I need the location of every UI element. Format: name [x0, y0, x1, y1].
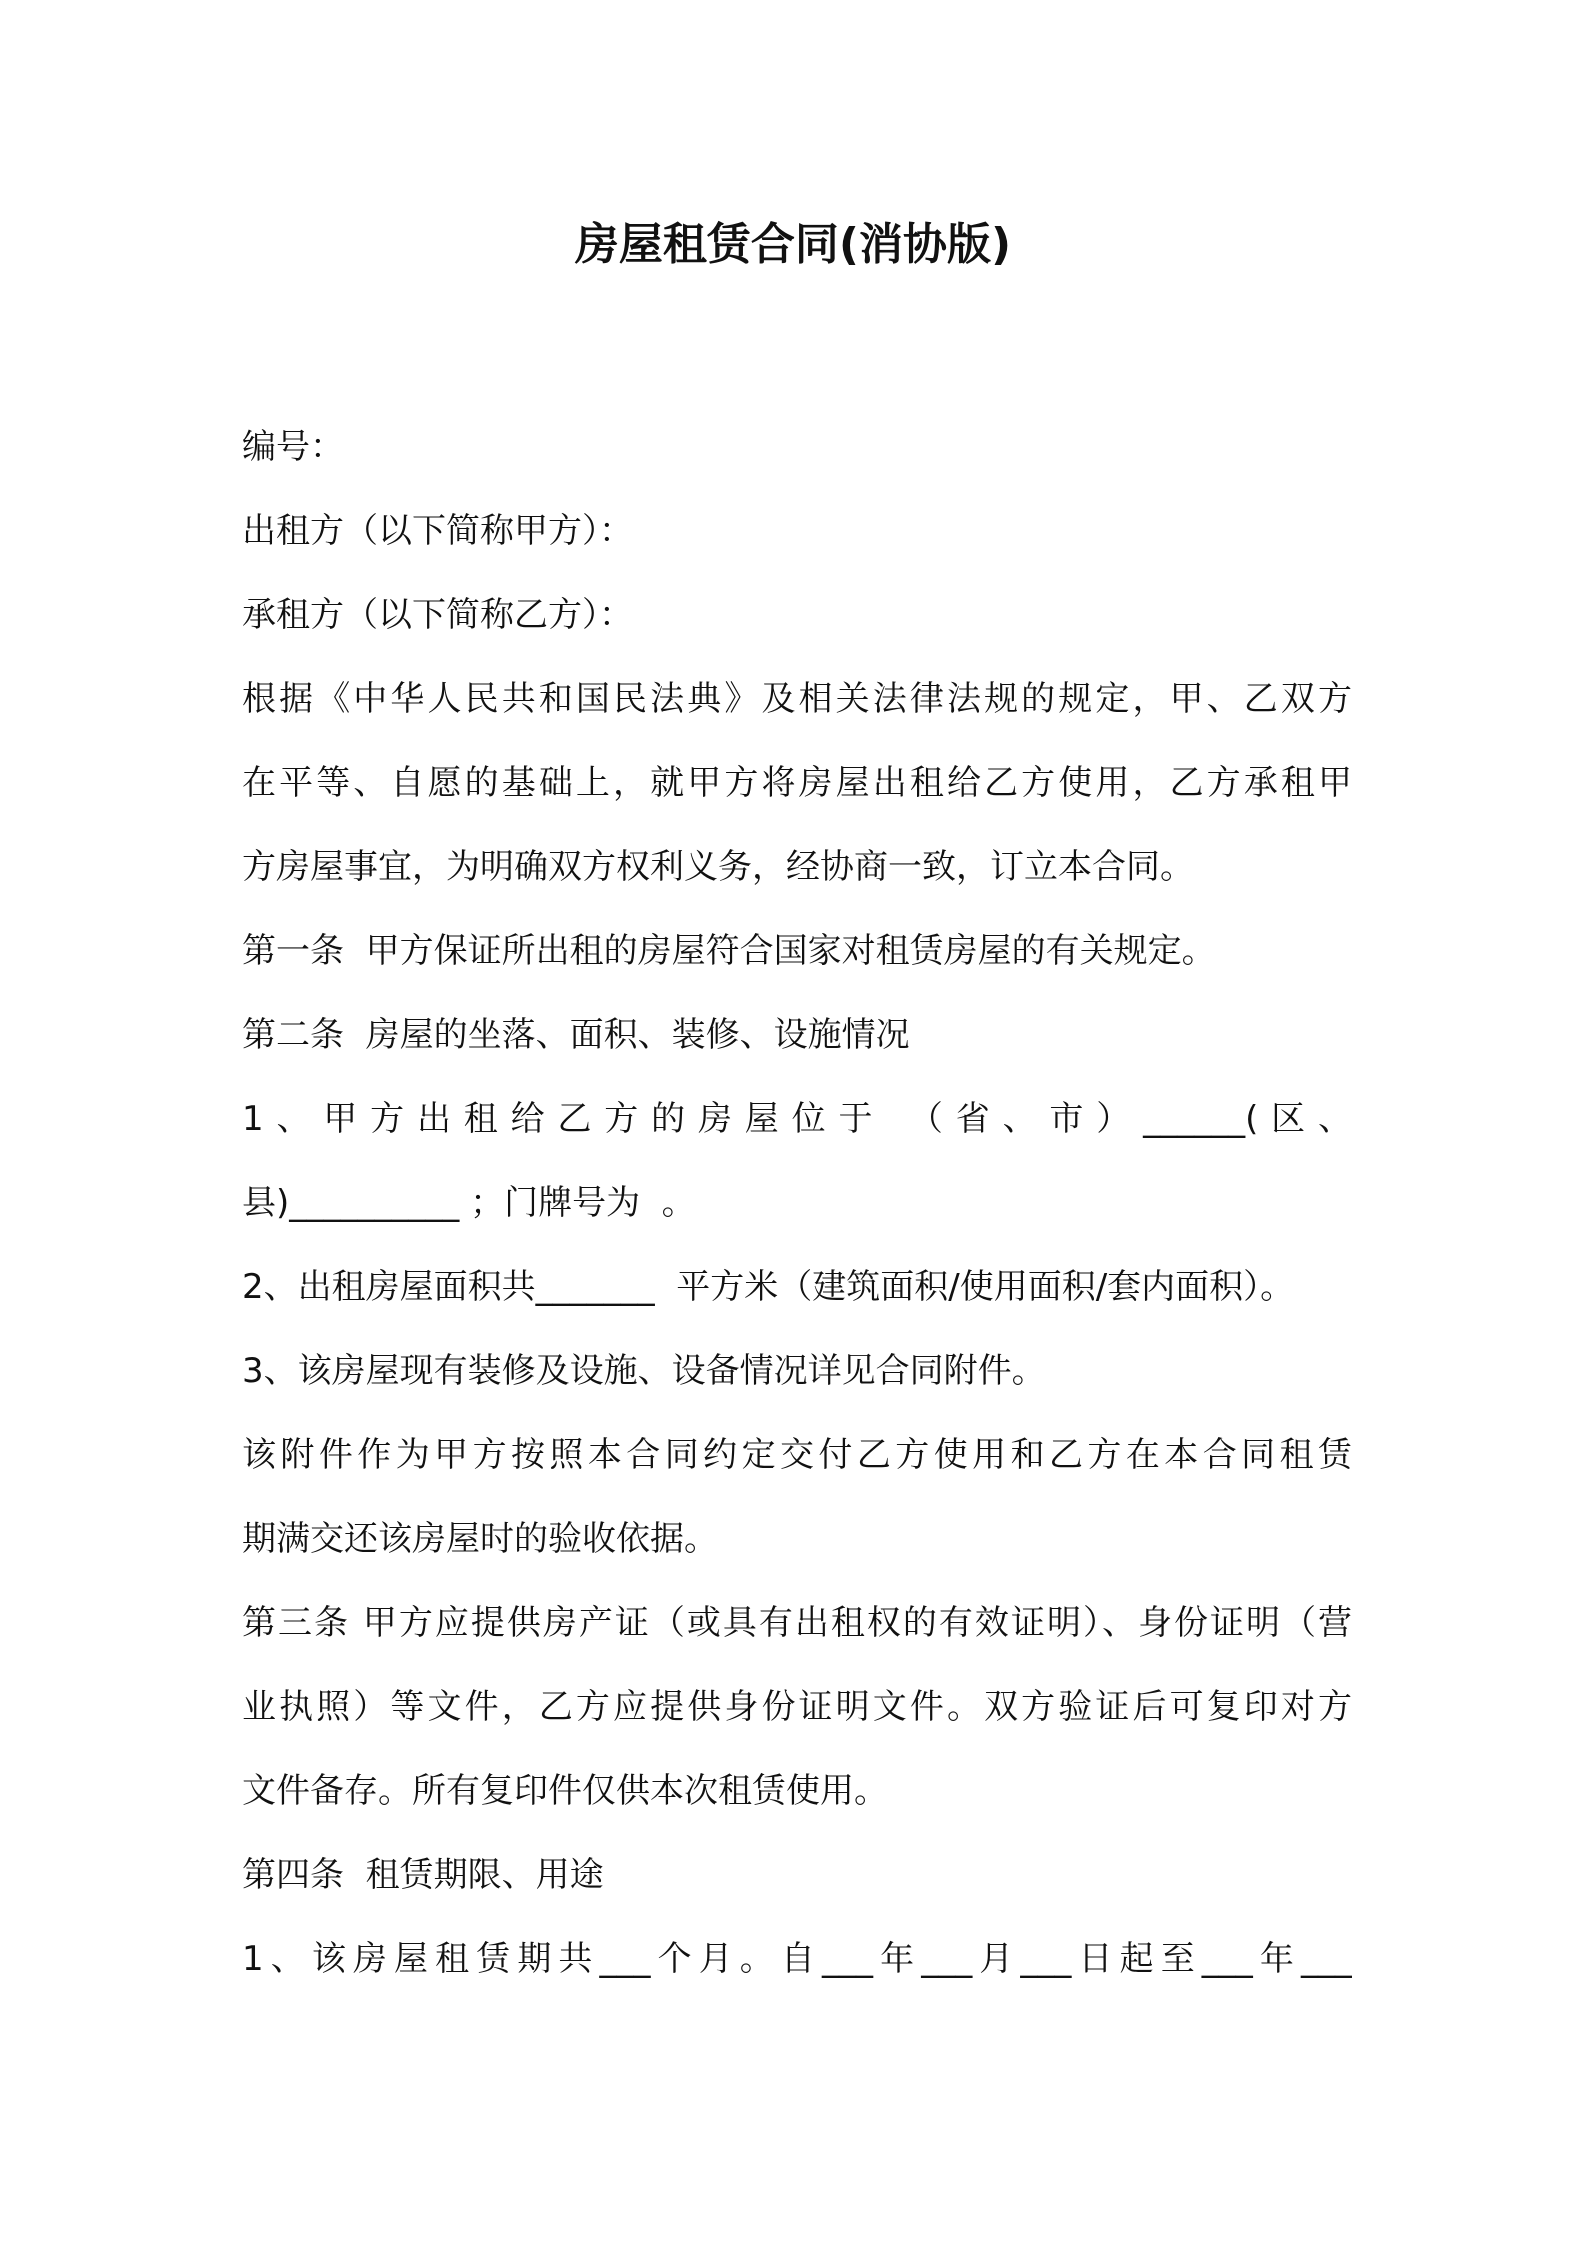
article-4-heading: 第四条 租赁期限、用途 [242, 1855, 604, 1895]
attachment-note-line-2: 期满交还该房屋时的验收依据。 [242, 1519, 718, 1559]
preamble-line-2: 在平等、自愿的基础上，就甲方将房屋出租给乙方使用，乙方承租甲 [242, 763, 1352, 803]
lessee-line: 承租方（以下简称乙方）： [242, 595, 633, 635]
document-body [242, 405, 1352, 2001]
contract-number-line: 编号： [242, 427, 344, 467]
article-2-item-3-line: 3、该房屋现有装修及设施、设备情况详见合同附件。 [242, 1351, 1046, 1391]
lessor-line: 出租方（以下简称甲方）： [242, 511, 633, 551]
article-1-line: 第一条 甲方保证所出租的房屋符合国家对租赁房屋的有关规定。 [242, 931, 1216, 971]
article-2-heading: 第二条 房屋的坐落、面积、装修、设施情况 [242, 1015, 910, 1055]
article-4-item-1-line: 1、该房屋租赁期共___个月。自___年___月___日起至___年___ [242, 1939, 1352, 1979]
article-2-item-2-line: 2、出租房屋面积共_______ 平方米（建筑面积/使用面积/套内面积）。 [242, 1267, 1295, 1307]
article-3-line-3: 文件备存。所有复印件仅供本次租赁使用。 [242, 1771, 888, 1811]
document-title: 房屋租赁合同(消协版) [574, 219, 1012, 270]
article-2-item-1-line-2: 县)__________ ；门牌号为 。 [242, 1183, 696, 1223]
article-2-item-1-line-1: 1、甲方出租给乙方的房屋位于 （省、市）______(区、 [242, 1099, 1352, 1139]
preamble-line-3: 方房屋事宜，为明确双方权利义务，经协商一致，订立本合同。 [242, 847, 1194, 887]
attachment-note-line-1: 该附件作为甲方按照本合同约定交付乙方使用和乙方在本合同租赁 [242, 1435, 1352, 1475]
preamble-line-1: 根据《中华人民共和国民法典》及相关法律法规的规定，甲、乙双方 [242, 679, 1352, 719]
article-3-line-2: 业执照）等文件，乙方应提供身份证明文件。双方验证后可复印对方 [242, 1687, 1352, 1727]
article-3-line-1: 第三条 甲方应提供房产证（或具有出租权的有效证明）、身份证明（营 [242, 1603, 1352, 1643]
